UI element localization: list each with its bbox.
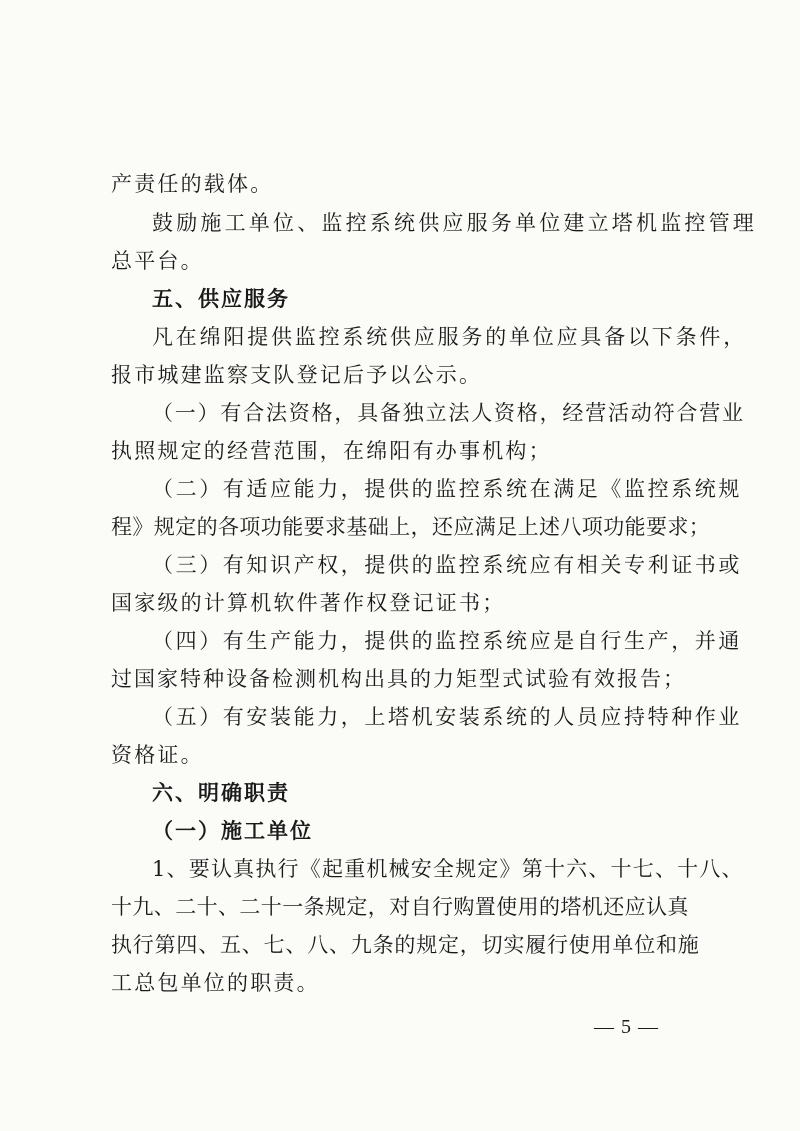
paragraph-line: 十九、二十、二十一条规定，对自行购置使用的塔机还应认真: [111, 895, 689, 919]
paragraph-line: （四）有生产能力，提供的监控系统应是自行生产，并通: [152, 629, 742, 653]
paragraph-line: 工总包单位的职责。: [111, 971, 320, 995]
paragraph-line: 产责任的载体。: [111, 172, 274, 196]
subsection-heading-construction-unit: （一）施工单位: [152, 819, 313, 843]
paragraph-line: 执行第四、五、七、八、九条的规定，切实履行使用单位和施: [111, 933, 700, 957]
paragraph-line: 过国家特种设备检测机构出具的力矩型式试验有效报告；: [111, 667, 686, 691]
paragraph-line: （一）有合法资格，具备独立法人资格，经营活动符合营业: [152, 401, 745, 425]
paragraph-line: 国家级的计算机软件著作权登记证书；: [111, 591, 506, 615]
paragraph-line: 资格证。: [111, 743, 204, 767]
paragraph-line: 程》规定的各项功能要求基础上，还应满足上述八项功能要求；: [111, 515, 711, 539]
paragraph-line: 执照规定的经营范围，在绵阳有办事机构；: [111, 439, 552, 463]
paragraph-line: 总平台。: [111, 249, 204, 273]
paragraph-line: 1、要认真执行《起重机械安全规定》第十六、十七、十八、: [152, 857, 744, 881]
section-heading-responsibilities: 六、明确职责: [152, 781, 290, 805]
paragraph-line: 鼓励施工单位、监控系统供应服务单位建立塔机监控管理: [152, 211, 757, 235]
paragraph-line: 凡在绵阳提供监控系统供应服务的单位应具备以下条件，: [152, 325, 747, 349]
paragraph-line: 报市城建监察支队登记后予以公示。: [111, 363, 483, 387]
section-heading-supply-service: 五、供应服务: [152, 287, 290, 311]
paragraph-line: （三）有知识产权，提供的监控系统应有相关专利证书或: [152, 553, 742, 577]
paragraph-line: （五）有安装能力，上塔机安装系统的人员应持特种作业: [152, 705, 742, 729]
page-number: — 5 —: [594, 1016, 659, 1038]
paragraph-line: （二）有适应能力，提供的监控系统在满足《监控系统规: [152, 477, 742, 501]
